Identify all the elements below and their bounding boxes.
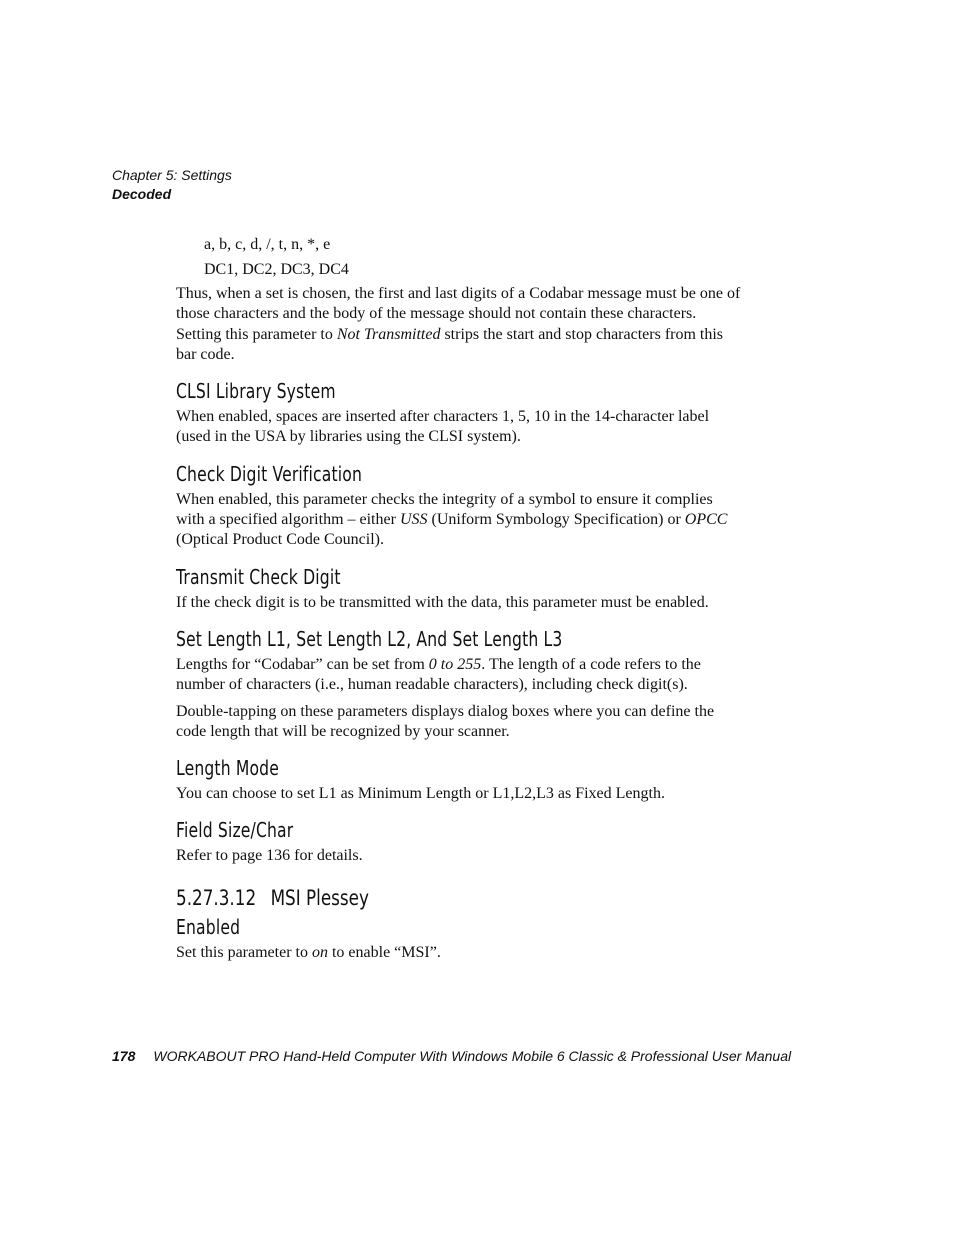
set-length-text-2: . The length of a code refers to the number of characters (i.e., human readable characters), including check digit(s). bbox=[176, 655, 701, 694]
check-digit-text-3: (Optical Product Code Council). bbox=[176, 531, 384, 549]
manual-title: WORKABOUT PRO Hand-Held Computer With Windows Mobile 6 Classic & Professional User Manual bbox=[153, 1048, 792, 1064]
set-length-heading: Set Length L1, Set Length L2, And Set Length L3 bbox=[176, 626, 563, 651]
set-length-text-1: Lengths for “Codabar” can be set from bbox=[176, 655, 429, 673]
section-title-msi: MSI Plessey bbox=[270, 885, 369, 910]
enabled-text-1: Set this parameter to bbox=[176, 943, 312, 961]
enabled-heading: Enabled bbox=[176, 914, 241, 939]
enabled-paragraph bbox=[176, 943, 741, 963]
range-emphasis: 0 to 255 bbox=[428, 655, 482, 673]
check-digit-heading: Check Digit Verification bbox=[176, 461, 363, 486]
intro-text-a: Thus, when a set is chosen, the first and last digits of a Codabar message must be one of those characters and the body of the message should not contain these characters. Setting this parameter to bbox=[176, 285, 741, 343]
transmit-heading: Transmit Check Digit bbox=[176, 564, 341, 589]
intro-emphasis: Not Transmitted bbox=[336, 325, 441, 343]
check-digit-text-1: When enabled, this parameter checks the integrity of a symbol to ensure it complies with a specified algorithm – either bbox=[176, 490, 713, 529]
chapter-title: Chapter 5: Settings bbox=[112, 167, 232, 183]
clsi-heading: CLSI Library System bbox=[176, 379, 336, 404]
transmit-paragraph: If the check digit is to be transmitted with the data, this parameter must be enabled. bbox=[176, 593, 709, 611]
set-length-paragraph bbox=[176, 655, 741, 696]
on-emphasis: on bbox=[311, 943, 328, 961]
page-body bbox=[176, 232, 741, 969]
section-title: Decoded bbox=[112, 186, 172, 202]
field-size-heading: Field Size/Char bbox=[176, 818, 294, 843]
opcc-emphasis: OPCC bbox=[684, 511, 728, 529]
field-size-paragraph: Refer to page 136 for details. bbox=[176, 847, 363, 865]
length-mode-paragraph: You can choose to set L1 as Minimum Length or L1,L2,L3 as Fixed Length. bbox=[176, 785, 665, 803]
check-digit-text-2: (Uniform Symbology Specification) or bbox=[427, 511, 685, 529]
enabled-text-2: to enable “MSI”. bbox=[327, 943, 441, 961]
double-tap-paragraph: Double-tapping on these parameters displays dialog boxes where you can define the code length that will be recognized by your scanner. bbox=[176, 702, 715, 740]
char-set-line-1: a, b, c, d, /, t, n, *, e bbox=[204, 236, 331, 253]
page-footer bbox=[112, 1047, 791, 1066]
length-mode-heading: Length Mode bbox=[176, 756, 279, 781]
msi-section-heading bbox=[176, 885, 628, 911]
running-header bbox=[112, 166, 232, 204]
intro-paragraph bbox=[176, 284, 741, 365]
section-number: 5.27.3.12 bbox=[176, 885, 257, 910]
intro-text-b: strips the start and stop characters from this bar code. bbox=[176, 325, 724, 363]
char-set-line-2: DC1, DC2, DC3, DC4 bbox=[204, 261, 349, 278]
check-digit-paragraph bbox=[176, 490, 741, 551]
page-number: 178 bbox=[112, 1048, 136, 1064]
clsi-paragraph: When enabled, spaces are inserted after characters 1, 5, 10 in the 14-character label (used in the USA by libraries using the CLSI system). bbox=[176, 408, 710, 446]
uss-emphasis: USS bbox=[399, 511, 428, 529]
